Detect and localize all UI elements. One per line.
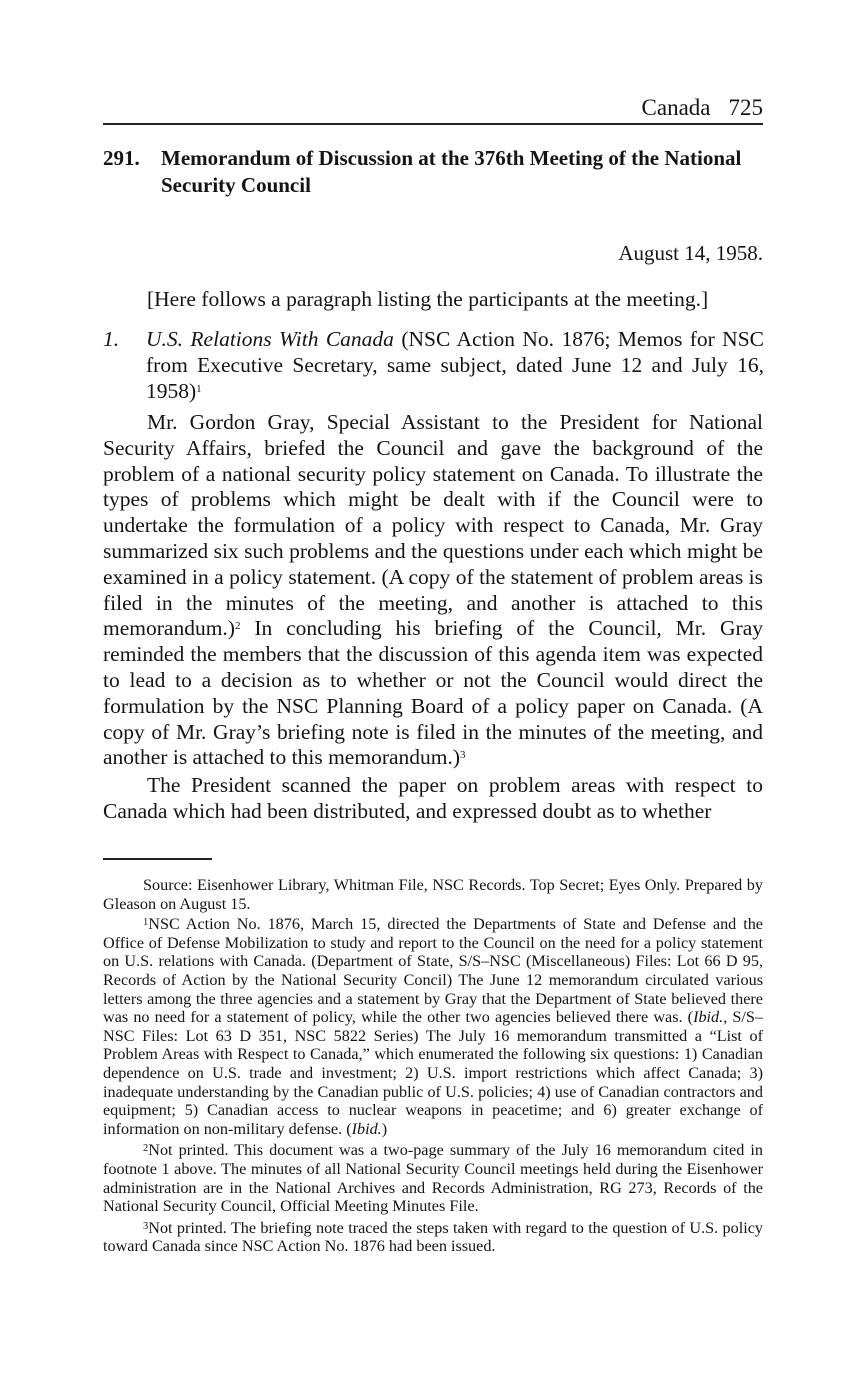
footnote-2 (103, 1141, 763, 1215)
document-number: 291. (103, 146, 140, 170)
paragraph-gray-briefing (103, 410, 763, 771)
paragraph-text: Mr. Gordon Gray, Special Assistant to the President for National Security Affairs, briefed the Council and gave the background of the problem of a national security policy statement on Canada. To illustrate the types of problems which might be dealt with if the Council were to undertake the formulation of a policy with respect to Canada, Mr. Gray summarized six such problems and the questions under each which might be examined in a policy statement. (A copy of the statement of problem areas is filed in the minutes of the meeting, and another is attached to this memorandum.) (103, 410, 763, 641)
agenda-item-text (146, 327, 764, 404)
document-date: August 14, 1958. (618, 241, 763, 265)
page-number: 725 (728, 95, 763, 120)
footnote-mark: 1 (143, 917, 149, 929)
footnote-text: Not printed. The briefing note traced the steps taken with regard to the question of U.S. policy toward Canada since NSC Action No. 1876 had been issued. (103, 1218, 763, 1256)
footnote-ref-3[interactable]: 3 (460, 749, 466, 762)
footnote-ibid: Ibid. (351, 1119, 382, 1138)
footnote-ibid: Ibid. (693, 1008, 724, 1027)
footnote-ref-1[interactable]: 1 (196, 382, 202, 395)
paragraph-text: In concluding his briefing of the Council, Mr. Gray reminded the members that the discussion of this agenda item was expected to lead to a decision as to whether or not the Council would direct the formulation by the NSC Planning Board of a policy paper on Canada. (A copy of Mr. Gray’s briefing note is filed in the minutes of the meeting, and another is attached to this memorandum.) (103, 616, 763, 770)
footnote-text: ) (381, 1119, 388, 1138)
footnote-text: NSC Action No. 1876, March 15, directed the Departments of State and Defense and the Office of Defense Mobilization to study and report to the Council on the need for a policy statement on U.S. relations with Canada. (Department of State, S/S–NSC (Miscellaneous) Files: Lot 66 D 95, Records of Action by the National Security Concil) The June 12 memorandum circulated various letters among the three agencies and a statement by Gray that the Department of State believed there was no need for a statement of policy, while the other two agencies believed there was. ( (103, 915, 763, 1027)
agenda-item-number: 1. (103, 327, 120, 351)
footnote-text: , S/S–NSC Files: Lot 63 D 351, NSC 5822 Series) The July 16 memorandum transmitted a “List of Problem Areas with Respect to Canada,” which enumerated the following six questions: 1) Canadian dependence on U.S. trade and investment; 2) U.S. import restrictions which affect Canada; 3) inadequate understanding by the Canadian public of U.S. policies; 4) use of Canadian contractors and equipment; 5) Canadian access to nuclear weapons in peacetime; and 6) greater exchange of information on non-military defense. ( (103, 1008, 763, 1138)
agenda-item-reference: (NSC Action No. 1876; Memos for NSC from Executive Secretary, same subject, dated June 12 and July 16, 1958) (146, 327, 764, 403)
document-title: Memorandum of Discussion at the 376th Meeting of the National Security Council (161, 146, 742, 197)
header-rule (103, 123, 763, 125)
footnote-mark: 2 (143, 1143, 149, 1155)
footnote-3 (103, 1219, 763, 1256)
source-note: Source: Eisenhower Library, Whitman File, NSC Records. Top Secret; Eyes Only. Prepared by Gleason on August 15. (103, 876, 763, 913)
footnote-text: Not printed. This document was a two-page summary of the July 16 memorandum cited in footnote 1 above. The minutes of all National Security Council meetings held during the Eisenhower administration are in the National Archives and Records Administration, RG 273, Records of the National Security Council, Official Meeting Minutes File. (103, 1141, 763, 1216)
footnote-mark: 3 (143, 1220, 149, 1232)
footnote-rule (103, 858, 212, 860)
footnotes (103, 876, 763, 1259)
editorial-note: [Here follows a paragraph listing the participants at the meeting.] (147, 287, 709, 311)
footnote-1 (103, 915, 763, 1138)
agenda-item-title: U.S. Relations With Canada (146, 327, 394, 351)
running-header (103, 94, 763, 122)
paragraph-president: The President scanned the paper on problem areas with respect to Canada which had been distributed, and expressed doubt as to whether (103, 773, 763, 823)
header-section: Canada (641, 95, 711, 120)
footnote-ref-2[interactable]: 2 (234, 620, 241, 633)
